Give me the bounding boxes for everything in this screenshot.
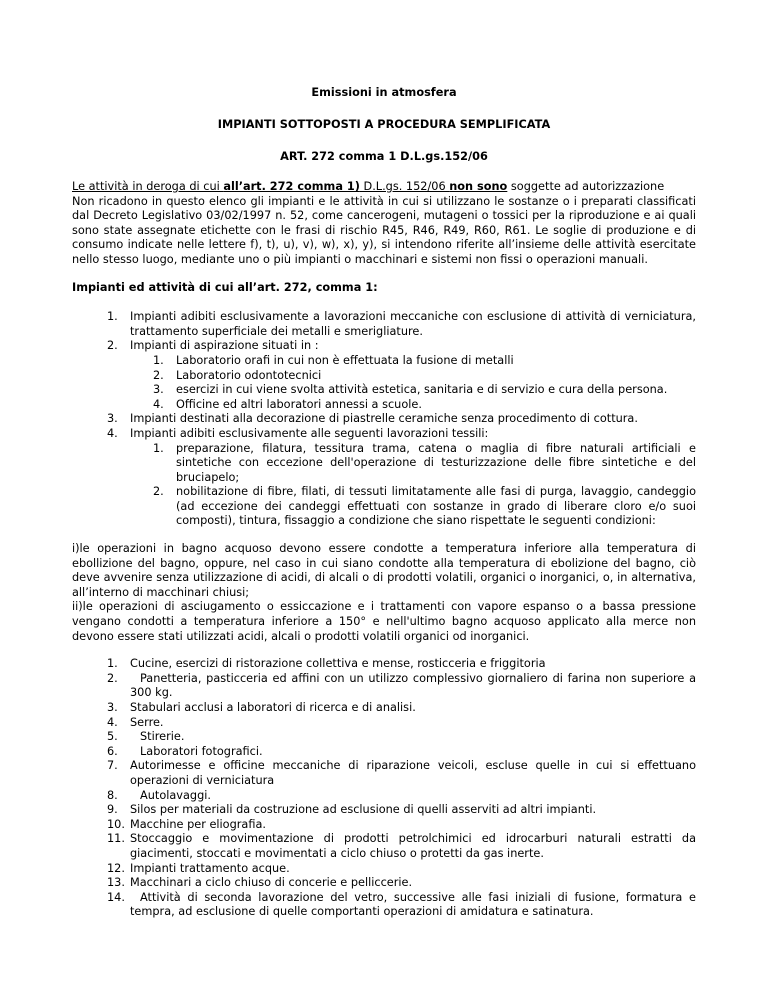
list-item-text: Stirerie. xyxy=(140,730,185,744)
list-item xyxy=(107,657,696,672)
list-item-number: 12. xyxy=(107,861,125,875)
list-item-number: 4. xyxy=(107,426,118,440)
list-item-number: 5. xyxy=(107,730,118,744)
list-item xyxy=(107,716,696,731)
intro-mid: D.L.gs. 152/06 xyxy=(359,180,450,193)
list-item-number: 14. xyxy=(107,890,125,904)
list-item xyxy=(107,789,696,804)
list-item-text: Impianti trattamento acque. xyxy=(130,861,290,875)
list-item-text: Laboratorio odontotecnici xyxy=(176,368,322,382)
list-item xyxy=(107,730,696,745)
sub-list-item xyxy=(153,354,696,369)
list-item-text: Laboratori fotografici. xyxy=(140,744,263,758)
list-item-text: Autorimesse e officine meccaniche di riparazione veicoli, escluse quelle in cui si effettuano operazioni di verniciatura xyxy=(130,759,696,787)
list-item xyxy=(107,310,696,339)
list-item-text: Silos per materiali da costruzione ad esclusione di quelli asserviti ad altri impianti. xyxy=(130,803,597,817)
intro-non-sono: non sono xyxy=(449,180,508,193)
list-item-number: 10. xyxy=(107,817,125,831)
activities-list-1 xyxy=(107,310,696,529)
sub-list xyxy=(153,442,696,530)
list-item-number: 9. xyxy=(107,803,118,817)
list-item-text: Impianti destinati alla decorazione di piastrelle ceramiche senza procedimento di cottura. xyxy=(130,412,638,426)
intro-pre: Le attività in deroga di cui xyxy=(72,180,224,193)
list-item-number: 2. xyxy=(107,339,118,353)
article-reference: ART. 272 comma 1 D.L.gs.152/06 xyxy=(280,150,488,163)
list-item-number: 4. xyxy=(107,715,118,729)
list-item-text: Macchine per eliografia. xyxy=(130,817,266,831)
activities-list-2 xyxy=(107,657,696,920)
list-item xyxy=(107,701,696,716)
list-item xyxy=(107,672,696,701)
list-item xyxy=(107,427,696,529)
sub-list-item xyxy=(153,485,696,529)
list-item-text: Impianti adibiti esclusivamente alle seguenti lavorazioni tessili: xyxy=(130,426,489,440)
list-item-number: 1. xyxy=(153,353,164,367)
list-item-text: Stabulari acclusi a laboratori di ricerca e di analisi. xyxy=(130,701,416,714)
list-item-number: 7. xyxy=(107,759,118,773)
sub-list-item xyxy=(153,442,696,486)
sub-list xyxy=(153,354,696,412)
intro-paragraph: Non ricadono in questo elenco gli impianti e le attività in cui si utilizzano le sostanze o i preparati classificati dal Decreto Legislativo 03/02/1997 n. 52, come cancerogeni, mutageni o tossici per la riproduzione e ai quali sono state assegnate etichette con le frasi di rischio R45, R46, R49, R60, R61. Le soglie di produzione e di consumo indicate nelle lettere f), t), u), v), w), x), y), si intendono riferite all’insieme delle attività esercitate nello stesso luogo, mediante uno o più impianti o macchinari e sistemi non fissi o operazioni manuali. xyxy=(72,194,696,266)
sub-list-item xyxy=(153,398,696,413)
list-item xyxy=(107,412,696,427)
list-item-number: 4. xyxy=(153,397,164,411)
list-item-number: 8. xyxy=(107,788,118,802)
list-item-number: 11. xyxy=(107,832,125,846)
sub-list-item xyxy=(153,383,696,398)
list-item-text: Laboratorio orafi in cui non è effettuata la fusione di metalli xyxy=(176,353,514,367)
condition-1: i)le operazioni in bagno acquoso devono essere condotte a temperatura inferiore alla temperatura di ebollizione del bagno, oppure, nel caso in cui siano condotte alla temperatura di ebolizione del bagno, ciò deve avvenire senza utilizzazione di acidi, di alcali o di prodotti volatili, organici o inorganici, o, in alternativa, all’interno di macchinari chiusi; xyxy=(72,542,696,599)
section-heading: Impianti ed attività di cui all’art. 272, comma 1: xyxy=(72,280,378,294)
list-item-text: esercizi in cui viene svolta attività estetica, sanitaria e di servizio e cura della persona. xyxy=(176,383,668,397)
list-item-text: Macchinari a ciclo chiuso di concerie e pelliccerie. xyxy=(130,876,413,890)
list-item-number: 13. xyxy=(107,876,125,890)
sub-list-item xyxy=(153,369,696,384)
list-item-text: Impianti adibiti esclusivamente a lavorazioni meccaniche con esclusione di attività di verniciatura, trattamento superficiale dei metalli e smerigliature. xyxy=(130,310,696,338)
list-item-number: 1. xyxy=(153,441,164,455)
list-item xyxy=(107,891,696,920)
list-item xyxy=(107,862,696,877)
list-item-number: 3. xyxy=(153,383,164,397)
list-item-number: 2. xyxy=(107,671,118,685)
list-item xyxy=(107,832,696,861)
list-item-text: Serre. xyxy=(130,715,164,729)
list-item xyxy=(107,339,696,412)
list-item-text: Autolavaggi. xyxy=(140,788,211,802)
list-item-text: Officine ed altri laboratori annessi a scuole. xyxy=(176,397,422,411)
list-item-number: 6. xyxy=(107,744,118,758)
list-item-number: 1. xyxy=(107,310,118,324)
list-item xyxy=(107,818,696,833)
condition-2: ii)le operazioni di asciugamento o essiccazione e i trattamenti con vapore espanso o a bassa pressione vengano condotti a temperatura inferiore a 150° e nell'ultimo bagno acquoso applicato alla merce non devono essere stati utilizzati acidi, alcali o prodotti volatili organici od inorganici. xyxy=(72,600,696,643)
document-subtitle: IMPIANTI SOTTOPOSTI A PROCEDURA SEMPLIFICATA xyxy=(217,118,551,131)
list-item xyxy=(107,803,696,818)
intro-post: soggette ad autorizzazione xyxy=(507,180,665,193)
list-item-text: preparazione, filatura, tessitura trama, catena o maglia di fibre naturali artificiali e sintetiche con eccezione dell'operazione di testurizzazione delle fibre sintetiche e del bruciapelo; xyxy=(176,441,696,484)
list-item xyxy=(107,745,696,760)
list-item-number: 2. xyxy=(153,368,164,382)
list-item xyxy=(107,759,696,788)
list-item-number: 2. xyxy=(153,485,164,499)
list-item xyxy=(107,876,696,891)
list-item-text: Panetteria, pasticceria ed affini con un utilizzo complessivo giornaliero di farina non superiore a 300 kg. xyxy=(130,671,696,700)
intro-statement xyxy=(72,180,696,195)
list-item-number: 3. xyxy=(107,412,118,426)
intro-art-ref: all’art. 272 comma 1) xyxy=(223,180,360,193)
list-item-text: nobilitazione di fibre, filati, di tessuti limitatamente alle fasi di purga, lavaggio, candeggio (ad eccezione dei candeggi effettuati con sostanze in grado di liberare cloro e/o suoi composti), tintura, fissaggio a condizione che siano rispettate le seguenti condizioni: xyxy=(176,485,696,528)
list-item-text: Impianti di aspirazione situati in : xyxy=(130,339,319,353)
list-item-text: Attività di seconda lavorazione del vetro, successive alle fasi iniziali di fusione, formatura e tempra, ad esclusione di quelle comportanti operazioni di amidatura e satinatura. xyxy=(130,890,696,919)
document-body xyxy=(72,180,696,920)
list-item-number: 1. xyxy=(107,657,118,671)
list-item-text: Cucine, esercizi di ristorazione collettiva e mense, rosticceria e friggitoria xyxy=(130,657,546,671)
list-item-number: 3. xyxy=(107,701,118,714)
document-title: Emissioni in atmosfera xyxy=(311,86,457,99)
list-item-text: Stoccaggio e movimentazione di prodotti petrolchimici ed idrocarburi naturali estratti da giacimenti, stoccati e movimentati a ciclo chiuso o protetti da gas inerte. xyxy=(130,832,696,860)
